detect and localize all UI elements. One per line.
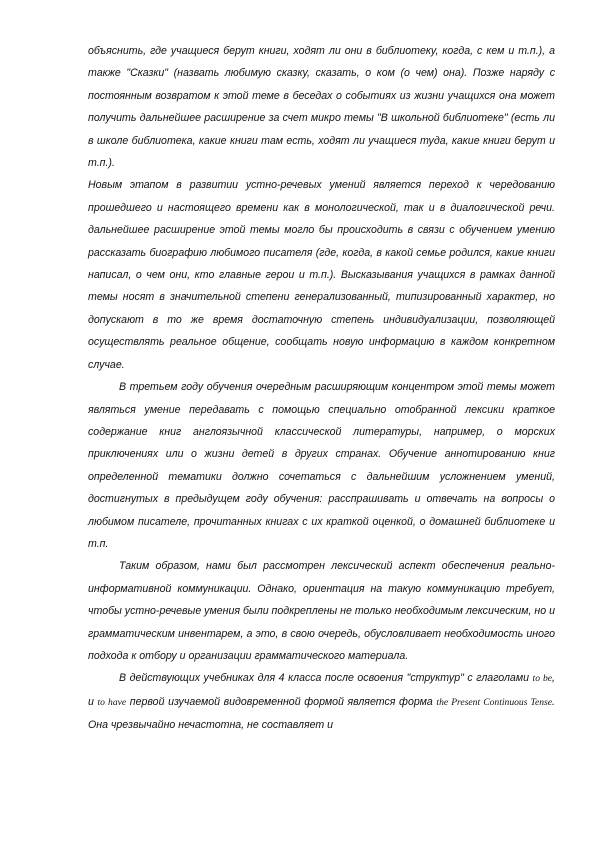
paragraph-2: Новым этапом в развитии устно-речевых умений является переход к чередованию прошедшего и настоящего времени как в монологической, так и в диалогической речи. дальнейшее расширение этой темы могло бы происходить в связи с обучением умению рассказать биографию любимого писателя (где, когда, в какой семье родился, какие книги написал, о чем они, кто главные герои и т.п.). Высказывания учащихся в рамках данной темы носят в значительной степени генерализованный, типизированный характер, но допускают в то же время достаточную степень индивидуализации, позволяющей осуществлять реальное общение, сообщать новую информацию в каждом конкретном случае. [88, 179, 555, 371]
document-page [88, 40, 555, 737]
paragraph-1: объяснить, где учащиеся берут книги, ходят ли они в библиотеку, когда, с кем и т.п.), а также "Сказки" (назвать любимую сказку, сказать, о ком (о чем) она). Позже наряду с постоянным возвратом к этой теме в беседах о событиях из жизни учащихся она может получить дальнейшее расширение за счет микро темы "В школьной библиотеке" (есть ли в школе библиотека, какие книги там есть, ходят ли учащиеся туда, какие книги берут и т.п.). [88, 45, 555, 170]
paragraph-5-text-1: В действующих учебниках для 4 класса после освоения "структур" с глаголами [119, 672, 533, 685]
paragraph-5-text-2: , и [88, 672, 555, 708]
paragraph-5-text-4: . Она чрезвычайно нечастотна, не составляет и [88, 695, 555, 732]
term-to-have: to have [97, 696, 127, 708]
paragraph-5 [88, 667, 555, 736]
paragraph-3: В третьем году обучения очередным расширяющим концентром этой темы может являться умение передавать с помощью специально отобранной лексики краткое содержание книг англоязычной классической литературы, например, о морских приключениях или о жизни детей в других странах. Обучение аннотированию книг определенной тематики должно сочетаться с дальнейшим усложнением умений, достигнутых в предыдущем году обучения: расспрашивать и отвечать на вопросы о любимом писателе, прочитанных книгах с их краткой оценкой, о домашней библиотеке и т.п. [88, 381, 555, 550]
term-to-be: to be [532, 673, 553, 685]
paragraph-5-text-3: первой изучаемой видовременной формой является форма [126, 695, 437, 708]
term-present-continuous: the Present Continuous Tense [436, 696, 553, 708]
paragraph-4: Таким образом, нами был рассмотрен лексический аспект обеспечения реально-информативной коммуникации. Однако, ориентация на такую коммуникацию требует, чтобы устно-речевые умения были подкреплены не только необходимым лексическим, но и грамматическим инвентарем, а это, в свою очередь, обусловливает необходимость иного подхода к отбору и организации грамматического материала. [88, 560, 555, 662]
